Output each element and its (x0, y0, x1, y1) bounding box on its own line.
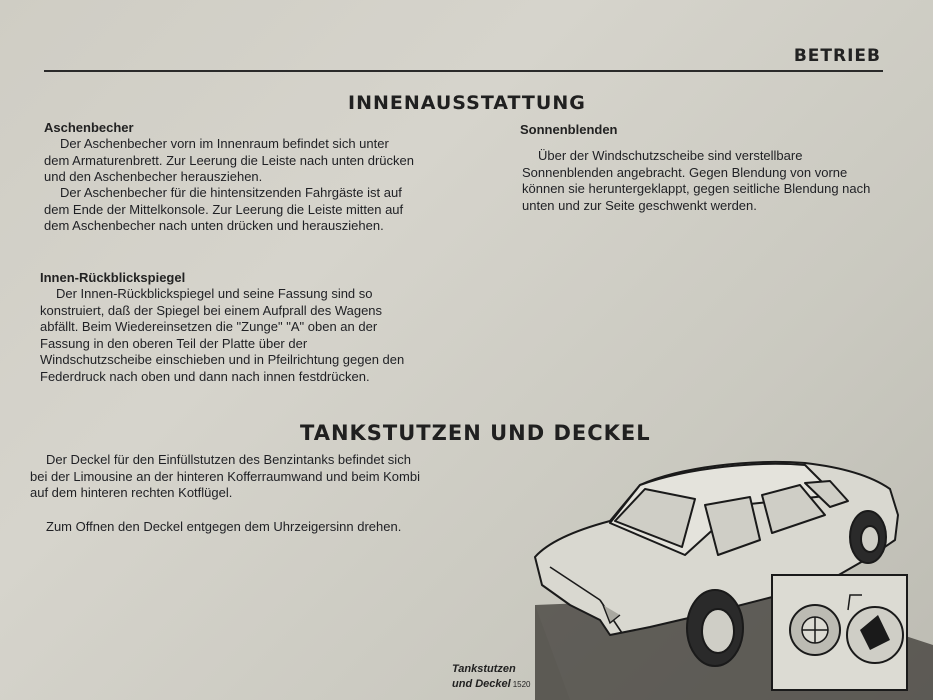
tank-text-1: Der Deckel für den Einfüllstutzen des Benzintanks befindet sich bei der Limousine an der hinteren Kofferraumwand und beim Kombi auf dem hinteren rechten Kotflügel. (30, 452, 420, 501)
sonnenblenden-paragraph (522, 148, 890, 214)
spiegel-text: Der Innen-Rückblickspiegel und seine Fassung sind so konstruiert, daß der Spiegel bei einem Aufprall des Wagens abfällt. Beim Wiedereinsetzen die "Zunge" "A" oben an der Fassung in den oberen Teil der Platte über der Windschutzscheibe einschieben und in Pfeilrichtung gegen den Federdruck nach oben und dann nach innen festdrücken. (40, 286, 405, 384)
aschenbecher-paragraph-2 (44, 185, 416, 235)
tankstutzen-title: TANKSTUTZEN UND DECKEL (300, 421, 651, 445)
aschenbecher-heading: Aschenbecher (44, 120, 134, 135)
aschenbecher-text-2: Der Aschenbecher für die hintensitzenden Fahrgäste ist auf dem Ende der Mittelkonsole. Zur Leerung die Leiste mitten auf dem Aschenbecher nach unten drücken und herausziehen. (44, 185, 404, 234)
innenausstattung-title: INNENAUSSTATTUNG (348, 92, 586, 114)
tank-text-2: Zum Offnen den Deckel entgegen dem Uhrzeigersinn drehen. (46, 519, 402, 534)
section-header: BETRIEB (793, 46, 881, 66)
aschenbecher-text-1: Der Aschenbecher vorn im Innenraum befindet sich unter dem Armaturenbrett. Zur Leerung die Leiste nach unten drücken und den Aschenbecher herausziehen. (44, 136, 414, 185)
tank-paragraph-1 (30, 452, 420, 502)
spiegel-paragraph (40, 286, 416, 386)
caption-line-2: und Deckel (452, 678, 511, 690)
tank-paragraph-2 (30, 519, 420, 536)
figure-number: 1520 (512, 680, 531, 689)
sonnenblenden-heading: Sonnenblenden (520, 122, 618, 137)
aschenbecher-paragraph-1 (44, 136, 416, 186)
sonnenblenden-text: Über der Windschutzscheibe sind verstellbare Sonnenblenden angebracht. Gegen Blendung von vorne können sie heruntergeklappt, gegen seitliche Blendung nach unten und zur Seite geschwenkt werden. (522, 148, 871, 213)
caption-line-1: Tankstutzen (452, 663, 516, 675)
spiegel-heading: Innen-Rückblickspiegel (40, 270, 186, 285)
figure-caption (452, 662, 542, 692)
header-divider (44, 70, 883, 72)
